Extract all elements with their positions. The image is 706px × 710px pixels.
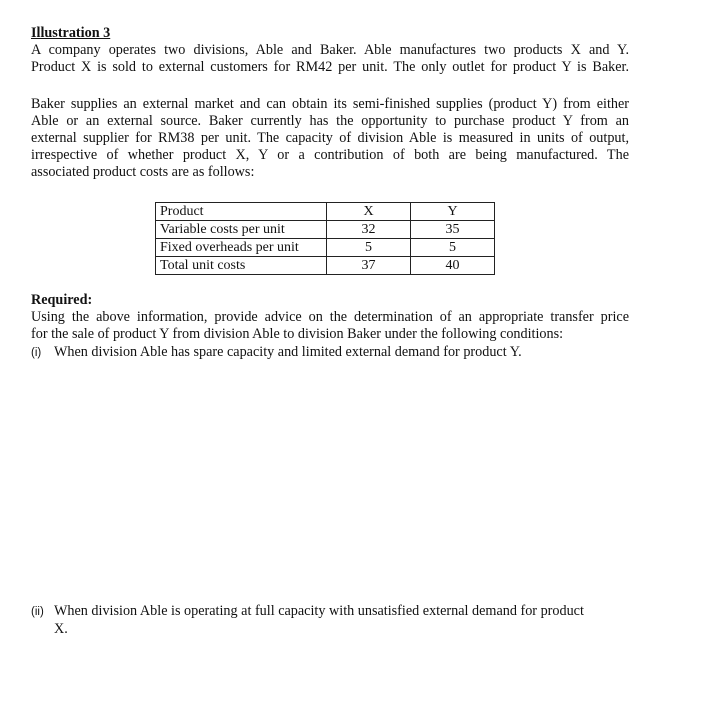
table-cell-label: Total unit costs [156, 257, 327, 275]
required-line: for the sale of product Y from division Able to division Baker under the following conditions: [31, 326, 564, 342]
baker-line: irrespective of whether product X, Y or a contribution of both are being manufactured. The [31, 147, 629, 163]
product-cost-table [155, 202, 495, 275]
table-row [156, 257, 495, 275]
table-cell-y: Y [411, 203, 495, 221]
required-paragraph [31, 309, 629, 343]
table-cell-label: Product [156, 203, 327, 221]
table-cell-label: Variable costs per unit [156, 221, 327, 239]
condition-text: X. [54, 621, 68, 637]
condition-text: When division Able has spare capacity and limited external demand for product Y. [54, 344, 522, 360]
baker-line: Baker supplies an external market and can obtain its semi-finished supplies (product Y) from either [31, 96, 629, 112]
table-cell-x: 5 [327, 239, 411, 257]
table-cell-label: Fixed overheads per unit [156, 239, 327, 257]
illustration-heading: Illustration 3 [31, 25, 111, 41]
table-cell-y: 35 [411, 221, 495, 239]
baker-line: associated product costs are as follows: [31, 164, 255, 180]
table-row [156, 239, 495, 257]
baker-paragraph [31, 96, 629, 181]
table-cell-y: 40 [411, 257, 495, 275]
table-row [156, 203, 495, 221]
condition-item [31, 344, 629, 362]
intro-line: A company operates two divisions, Able and Baker. Able manufactures two products X and Y. [31, 42, 629, 58]
condition-item [31, 603, 629, 638]
condition-marker: (ii) [31, 606, 44, 618]
table-row [156, 221, 495, 239]
required-line: Using the above information, provide advice on the determination of an appropriate transfer price [31, 309, 629, 325]
table-cell-x: X [327, 203, 411, 221]
required-heading: Required: [31, 292, 93, 308]
condition-marker: (i) [31, 347, 42, 359]
baker-line: Able or an external source. Baker currently has the opportunity to purchase product Y from an [31, 113, 629, 129]
intro-paragraph [31, 42, 629, 76]
table-cell-y: 5 [411, 239, 495, 257]
baker-line: external supplier for RM38 per unit. The capacity of division Able is measured in units of output, [31, 130, 629, 146]
condition-text: When division Able is operating at full capacity with unsatisfied external demand for product [54, 603, 584, 619]
intro-line: Product X is sold to external customers for RM42 per unit. The only outlet for product Y is Baker. [31, 59, 629, 75]
table-cell-x: 32 [327, 221, 411, 239]
table-cell-x: 37 [327, 257, 411, 275]
